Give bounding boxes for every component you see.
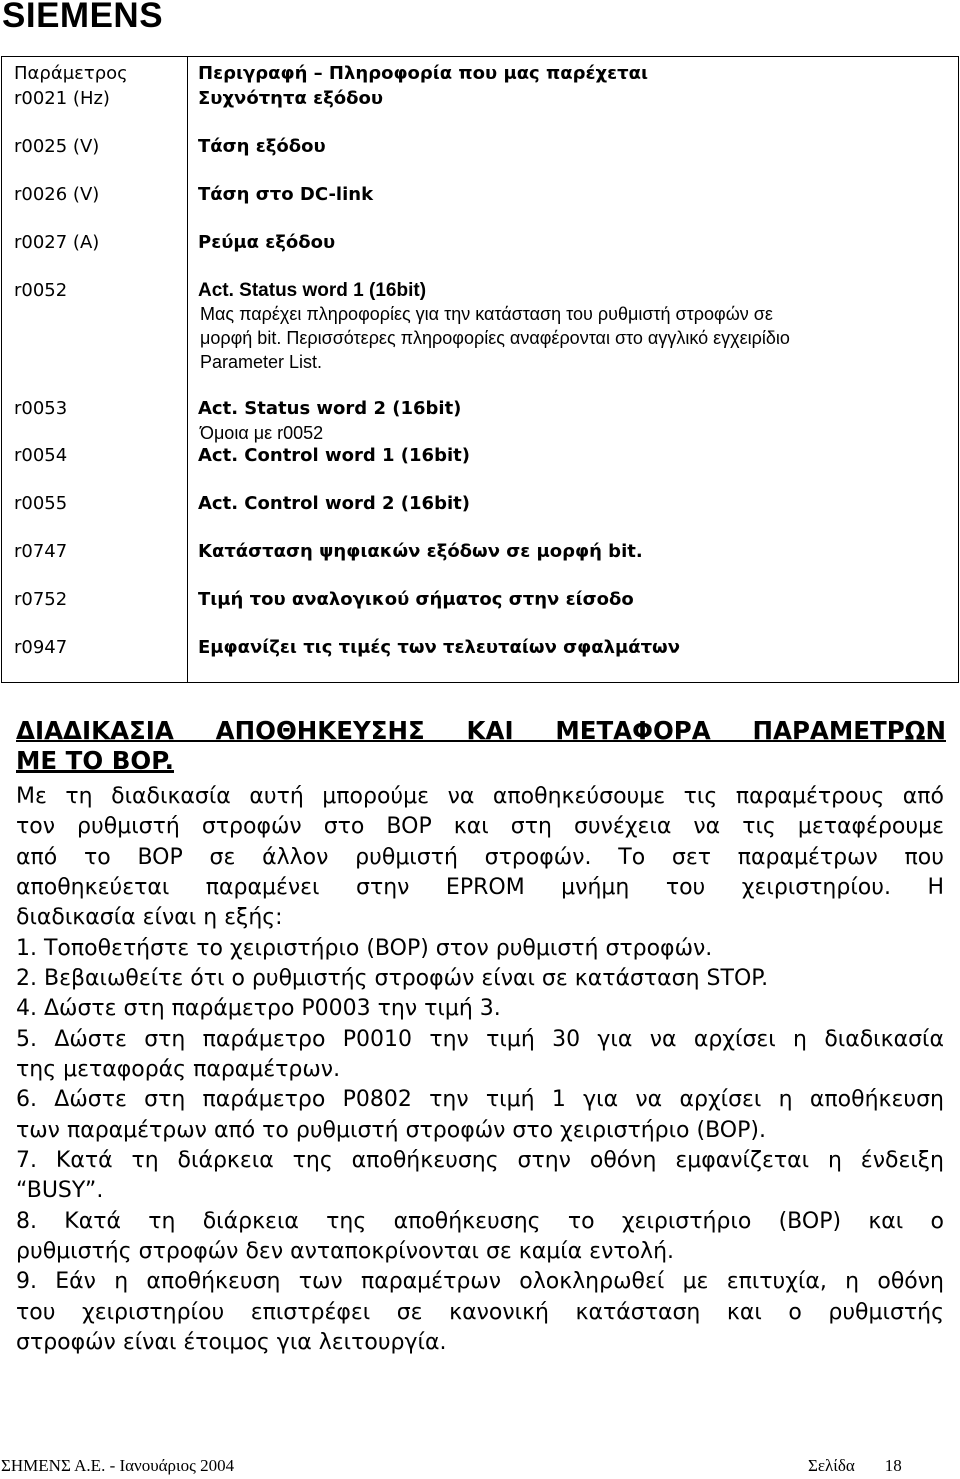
param-note: μορφή bit. Περισσότερες πληροφορίες αναφέρονται στο αγγλικό εγχειρίδιο — [200, 328, 790, 348]
param-description: Κατάσταση ψηφιακών εξόδων σε μορφή bit. — [198, 541, 643, 562]
body-line: διαδικασία είναι η εξής: — [16, 905, 283, 930]
param-code: r0054 — [14, 445, 68, 466]
column-header-parameter: Παράμετρος — [14, 63, 128, 84]
footer-page — [808, 1456, 902, 1476]
param-note: Μας παρέχει πληροφορίες για την κατάσταση του ρυθμιστή στροφών σε — [200, 304, 773, 324]
body-line: από το BOP σε άλλον ρυθμιστή στροφών. Το σετ παραμέτρων που — [16, 845, 944, 870]
param-description: Τάση εξόδου — [198, 136, 326, 157]
footer-page-label: Σελίδα — [808, 1456, 855, 1475]
param-description: Act. Control word 2 (16bit) — [198, 493, 470, 514]
step-line: 1. Τοποθετήστε το χειριστήριο (BOP) στον ρυθμιστή στροφών. — [16, 936, 713, 961]
param-description: Act. Status word 1 (16bit) — [198, 280, 427, 301]
param-note: Parameter List. — [200, 352, 323, 372]
step-line: 5. Δώστε στη παράμετρο P0010 την τιμή 30 για να αρχίσει η διαδικασία — [16, 1027, 944, 1052]
param-code: r0026 (V) — [14, 184, 100, 205]
param-description: Ρεύμα εξόδου — [198, 232, 336, 253]
column-header-description: Περιγραφή – Πληροφορία που μας παρέχεται — [198, 63, 648, 84]
param-code: r0053 — [14, 398, 68, 419]
footer-page-number: 18 — [884, 1456, 902, 1475]
param-code: r0025 (V) — [14, 136, 100, 157]
step-line: του χειριστηρίου επιστρέφει σε κανονική κατάσταση και ο ρυθμιστής — [16, 1300, 944, 1325]
param-description: Act. Status word 2 (16bit) — [198, 398, 462, 419]
param-code: r0752 — [14, 589, 68, 610]
column-divider — [187, 57, 188, 682]
body-line: αποθηκεύεται παραμένει στην EPROM μνήμη του χειριστηρίου. Η — [16, 875, 944, 900]
param-code: r0947 — [14, 637, 68, 658]
step-line: ρυθμιστής στροφών δεν ανταποκρίνονται σε καμία εντολή. — [16, 1239, 675, 1264]
param-code: r0052 — [14, 280, 68, 301]
section-heading — [16, 716, 946, 776]
step-line: των παραμέτρων από το ρυθμιστή στροφών στο χειριστήριο (BOP). — [16, 1118, 766, 1143]
section-heading-line: ΜΕ ΤΟ BOP. — [16, 746, 174, 775]
brand-logo-text: SIEMENS — [2, 0, 164, 35]
param-code: r0027 (A) — [14, 232, 100, 253]
param-description: Act. Control word 1 (16bit) — [198, 445, 470, 466]
step-line: της μεταφοράς παραμέτρων. — [16, 1057, 341, 1082]
parameters-table — [1, 56, 959, 683]
param-description: Εμφανίζει τις τιμές των τελευταίων σφαλμάτων — [198, 637, 680, 658]
step-line: 7. Κατά τη διάρκεια της αποθήκευσης στην οθόνη εμφανίζεται η ένδειξη — [16, 1148, 944, 1173]
param-description: Συχνότητα εξόδου — [198, 88, 384, 109]
footer-company-date: ΣΗΜΕΝΣ Α.Ε. - Ιανουάριος 2004 — [1, 1456, 235, 1475]
param-code: r0055 — [14, 493, 68, 514]
step-line: 9. Εάν η αποθήκευση των παραμέτρων ολοκληρωθεί με επιτυχία, η οθόνη — [16, 1269, 944, 1294]
step-line: στροφών είναι έτοιμος για λειτουργία. — [16, 1330, 447, 1355]
param-note: Όμοια με r0052 — [200, 423, 324, 443]
param-description: Τιμή του αναλογικού σήματος στην είσοδο — [198, 589, 634, 610]
param-code: r0021 (Hz) — [14, 88, 110, 109]
step-line: “BUSY”. — [16, 1178, 104, 1203]
step-line: 4. Δώστε στη παράμετρο P0003 την τιμή 3. — [16, 996, 501, 1021]
body-line: τον ρυθμιστή στροφών στο BOP και στη συνέχεια να τις μεταφέρουμε — [16, 814, 944, 839]
param-code: r0747 — [14, 541, 68, 562]
step-line: 2. Βεβαιωθείτε ότι ο ρυθμιστής στροφών είναι σε κατάσταση STOP. — [16, 966, 769, 991]
step-line: 8. Κατά τη διάρκεια της αποθήκευσης το χειριστήριο (BOP) και ο — [16, 1209, 944, 1234]
body-line: Με τη διαδικασία αυτή μπορούμε να αποθηκεύσουμε τις παραμέτρους από — [16, 784, 944, 809]
step-line: 6. Δώστε στη παράμετρο P0802 την τιμή 1 για να αρχίσει η αποθήκευση — [16, 1087, 944, 1112]
section-heading-line: ΔΙΑΔΙΚΑΣΙΑ ΑΠΟΘΗΚΕΥΣΗΣ ΚΑΙ ΜΕΤΑΦΟΡΑ ΠΑΡΑΜΕΤΡΩΝ — [16, 716, 946, 745]
param-description: Τάση στο DC-link — [198, 184, 374, 205]
